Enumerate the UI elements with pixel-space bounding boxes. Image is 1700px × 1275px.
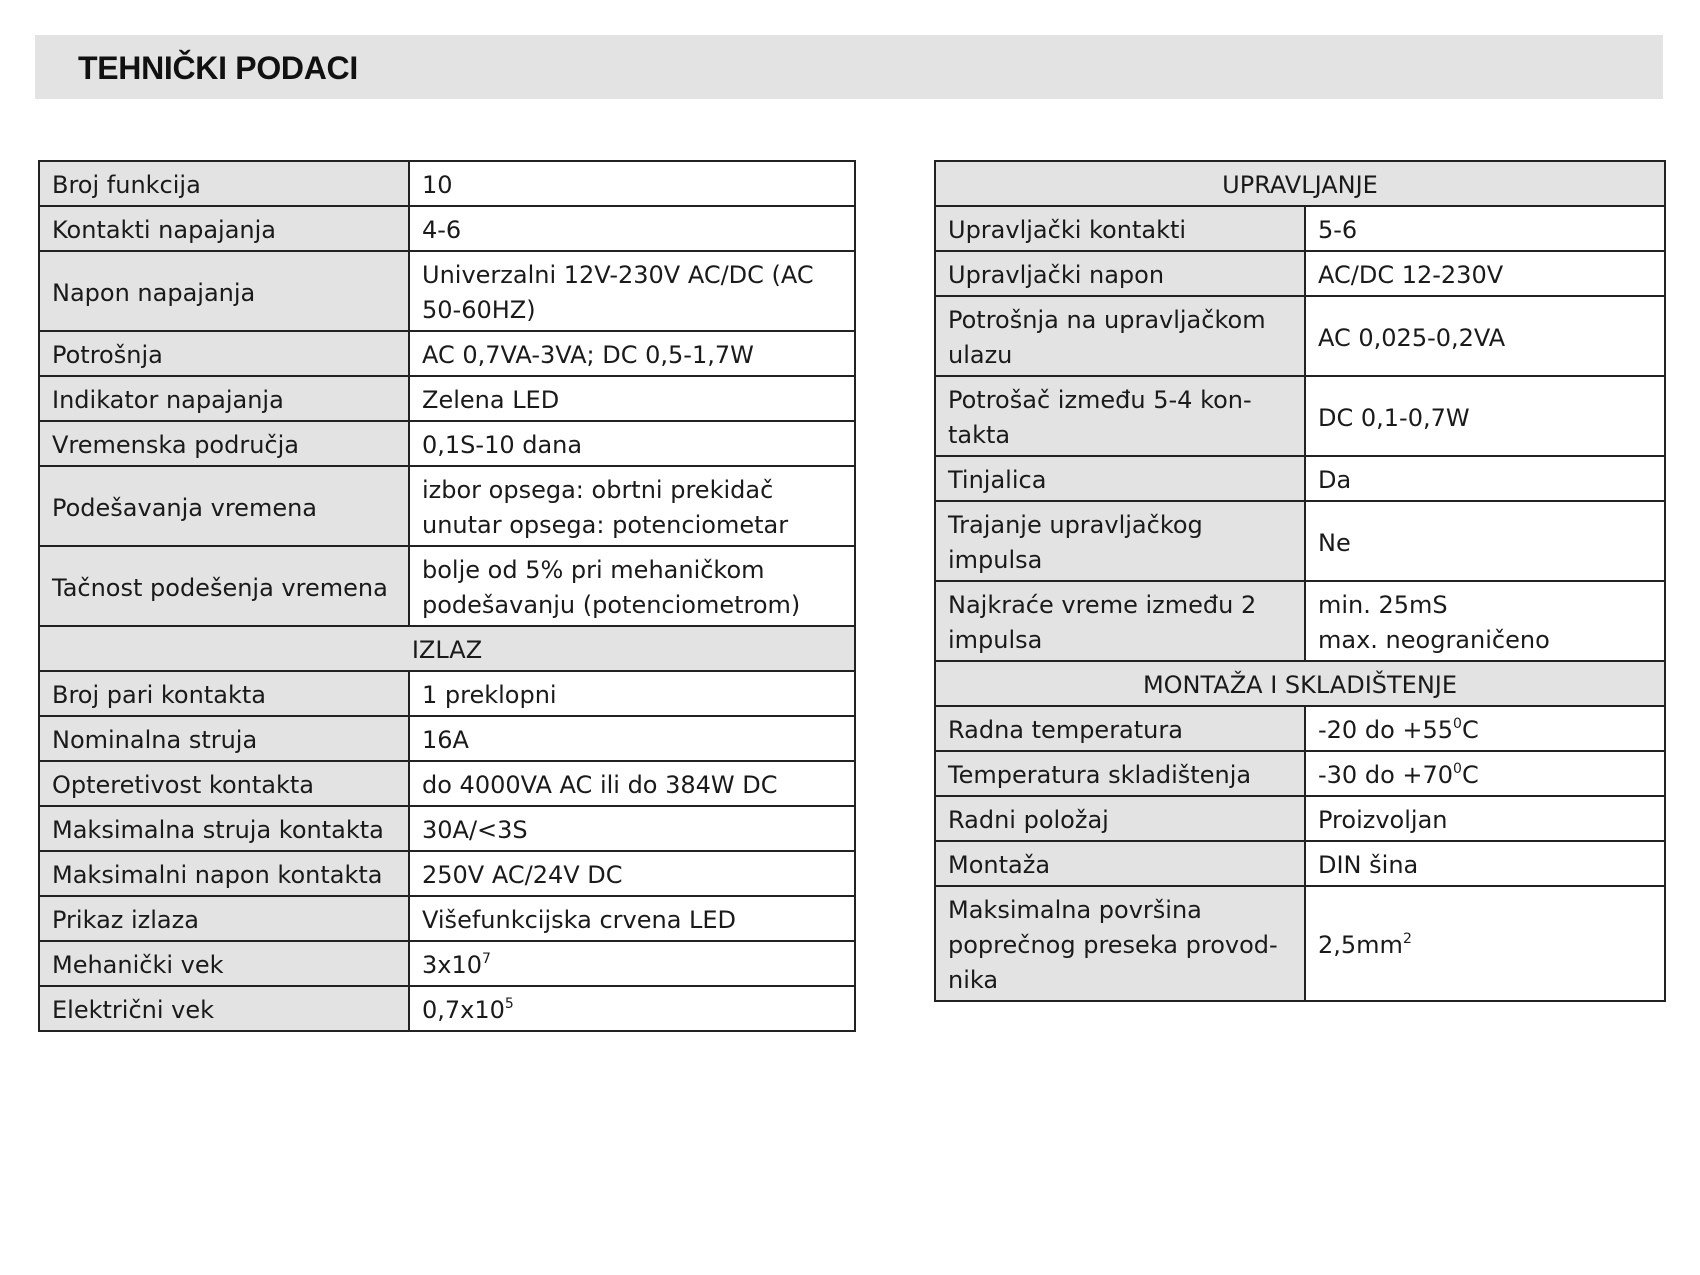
value-exponent: 7 — [482, 951, 491, 967]
row-label: Tinjalica — [935, 456, 1305, 501]
row-label: Broj funkcija — [39, 161, 409, 206]
row-label: Tačnost podešenja vremena — [39, 546, 409, 626]
row-label: Podešavanja vremena — [39, 466, 409, 546]
section-header-izlaz: IZLAZ — [39, 626, 855, 671]
row-label: Trajanje upravljačkog impulsa — [935, 501, 1305, 581]
degree-mark: 0 — [1453, 761, 1462, 777]
row-label: Električni vek — [39, 986, 409, 1031]
row-label: Nominalna struja — [39, 716, 409, 761]
section-row — [39, 626, 855, 671]
row-label: Indikator napajanja — [39, 376, 409, 421]
row-value: Zelena LED — [409, 376, 855, 421]
row-label: Napon napajanja — [39, 251, 409, 331]
spec-table-left — [38, 160, 856, 1032]
row-label: Broj pari kontakta — [39, 671, 409, 716]
table-row — [935, 501, 1665, 581]
row-value — [409, 986, 855, 1031]
row-value: DC 0,1-0,7W — [1305, 376, 1665, 456]
row-label: Maksimalna površina poprečnog preseka provod- nika — [935, 886, 1305, 1001]
table-row — [935, 581, 1665, 661]
table-row — [39, 331, 855, 376]
row-label: Potrošnja na upravljačkom ulazu — [935, 296, 1305, 376]
table-row — [39, 806, 855, 851]
value-exponent: 5 — [504, 996, 514, 1012]
section-row — [935, 161, 1665, 206]
row-value: 30A/<3S — [409, 806, 855, 851]
row-value: AC 0,025-0,2VA — [1305, 296, 1665, 376]
row-value: 10 — [409, 161, 855, 206]
row-label: Potrošač između 5-4 kon- takta — [935, 376, 1305, 456]
row-label: Mehanički vek — [39, 941, 409, 986]
value-text: -30 do +70 — [1318, 761, 1454, 789]
row-value: min. 25mS max. neograničeno — [1305, 581, 1665, 661]
table-row — [935, 706, 1665, 751]
table-row — [935, 206, 1665, 251]
row-value: izbor opsega: obrtni prekidač unutar opsega: potenciometar — [409, 466, 855, 546]
row-label: Opteretivost kontakta — [39, 761, 409, 806]
value-exponent: 2 — [1402, 931, 1412, 947]
row-value: 0,1S-10 dana — [409, 421, 855, 466]
row-label: Vremenska područja — [39, 421, 409, 466]
table-row — [935, 751, 1665, 796]
table-row — [935, 886, 1665, 1001]
table-row — [935, 456, 1665, 501]
table-row — [39, 421, 855, 466]
table-row — [39, 206, 855, 251]
row-value: 5-6 — [1305, 206, 1665, 251]
row-value: 16A — [409, 716, 855, 761]
row-value — [1305, 751, 1665, 796]
row-label: Montaža — [935, 841, 1305, 886]
section-header-montaza: MONTAŽA I SKLADIŠTENJE — [935, 661, 1665, 706]
degree-mark: 0 — [1453, 716, 1462, 732]
table-row — [39, 986, 855, 1031]
value-unit: C — [1461, 761, 1479, 789]
table-row — [935, 376, 1665, 456]
row-label: Temperatura skladištenja — [935, 751, 1305, 796]
section-row — [935, 661, 1665, 706]
row-label: Radni položaj — [935, 796, 1305, 841]
value-text: -20 do +55 — [1318, 716, 1454, 744]
table-row — [935, 841, 1665, 886]
row-label: Potrošnja — [39, 331, 409, 376]
row-value: bolje od 5% pri mehaničkom podešavanju (potenciometrom) — [409, 546, 855, 626]
table-row — [39, 896, 855, 941]
row-label: Upravljački kontakti — [935, 206, 1305, 251]
row-label: Najkraće vreme između 2 impulsa — [935, 581, 1305, 661]
table-row — [39, 161, 855, 206]
table-row — [39, 941, 855, 986]
table-row — [39, 671, 855, 716]
row-value: 4-6 — [409, 206, 855, 251]
section-header-upravljanje: UPRAVLJANJE — [935, 161, 1665, 206]
row-value: Proizvoljan — [1305, 796, 1665, 841]
page-title: TEHNIČKI PODACI — [78, 50, 358, 86]
table-row — [935, 796, 1665, 841]
row-value: AC 0,7VA-3VA; DC 0,5-1,7W — [409, 331, 855, 376]
row-value: AC/DC 12-230V — [1305, 251, 1665, 296]
spec-table-right — [934, 160, 1666, 1002]
row-label: Radna temperatura — [935, 706, 1305, 751]
row-label: Maksimalni napon kontakta — [39, 851, 409, 896]
row-value: 250V AC/24V DC — [409, 851, 855, 896]
table-row — [39, 761, 855, 806]
table-row — [935, 296, 1665, 376]
table-row — [39, 716, 855, 761]
row-label: Kontakti napajanja — [39, 206, 409, 251]
row-label: Upravljački napon — [935, 251, 1305, 296]
row-value — [1305, 886, 1665, 1001]
header-bar — [35, 35, 1663, 99]
row-label: Maksimalna struja kontakta — [39, 806, 409, 851]
row-value: Univerzalni 12V-230V AC/DC (AC 50-60HZ) — [409, 251, 855, 331]
table-row — [935, 251, 1665, 296]
row-value: 1 preklopni — [409, 671, 855, 716]
table-row — [39, 466, 855, 546]
row-value: Višefunkcijska crvena LED — [409, 896, 855, 941]
value-unit: C — [1461, 716, 1479, 744]
row-value: DIN šina — [1305, 841, 1665, 886]
table-row — [39, 851, 855, 896]
row-value — [409, 941, 855, 986]
table-row — [39, 376, 855, 421]
row-label: Prikaz izlaza — [39, 896, 409, 941]
row-value: do 4000VA AC ili do 384W DC — [409, 761, 855, 806]
value-base: 2,5mm — [1318, 931, 1403, 959]
value-base: 0,7x10 — [422, 996, 505, 1024]
row-value: Ne — [1305, 501, 1665, 581]
row-value: Da — [1305, 456, 1665, 501]
row-value — [1305, 706, 1665, 751]
table-row — [39, 546, 855, 626]
value-base: 3x10 — [422, 951, 483, 979]
table-row — [39, 251, 855, 331]
